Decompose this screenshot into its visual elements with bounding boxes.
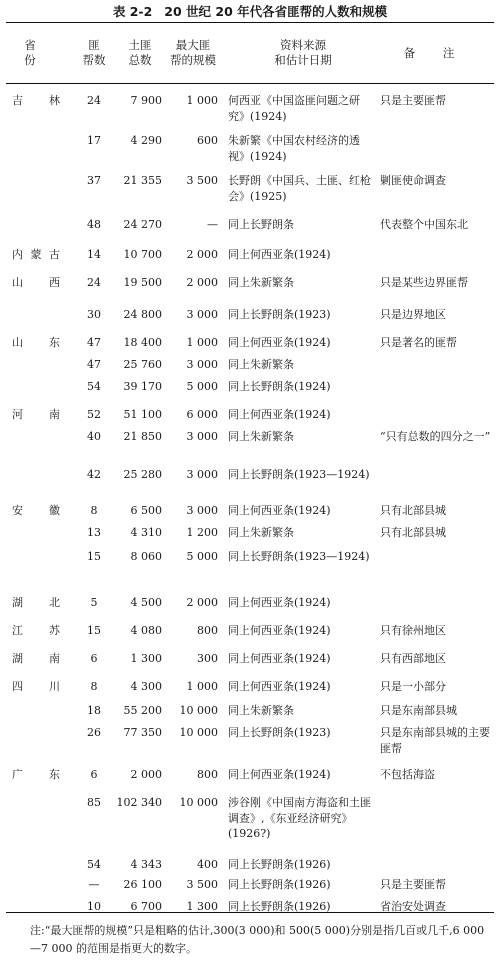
row-source: 同上长野朗条(1923) xyxy=(228,726,331,739)
row-province: 湖 南 xyxy=(12,652,60,665)
row-count: 40 xyxy=(87,430,101,443)
row-count: 26 xyxy=(87,726,101,739)
row-note: 只有北部县城 xyxy=(380,504,446,517)
row-max-size: 600 xyxy=(197,134,218,147)
row-max-size: 300 xyxy=(197,652,218,665)
row-count: 47 xyxy=(87,336,101,349)
row-max-size: 400 xyxy=(197,858,218,871)
row-total: 26 100 xyxy=(123,878,162,891)
row-source: 同上何西亚条(1924) xyxy=(228,248,331,261)
row-count: — xyxy=(88,878,100,891)
row-total: 21 850 xyxy=(123,430,162,443)
row-total: 7 900 xyxy=(130,94,162,107)
row-max-size: 2 000 xyxy=(186,596,218,609)
row-max-size: 2 000 xyxy=(186,276,218,289)
row-note: 只有北部县城 xyxy=(380,526,446,539)
row-source: 同上何西亚条(1924) xyxy=(228,768,331,781)
row-note: 只有西部地区 xyxy=(380,652,446,665)
row-total: 2 000 xyxy=(130,768,162,781)
row-note: 代表整个中国东北 xyxy=(380,218,468,231)
row-total: 4 080 xyxy=(130,624,162,637)
row-max-size: 3 000 xyxy=(186,430,218,443)
row-max-size: 1 000 xyxy=(186,336,218,349)
row-source: 同上何西亚条(1924) xyxy=(228,680,331,693)
row-total: 4 500 xyxy=(130,596,162,609)
row-max-size: 5 000 xyxy=(186,550,218,563)
row-province: 广 东 xyxy=(12,768,60,781)
row-count: 24 xyxy=(87,94,101,107)
row-source: 同上何西亚条(1924) xyxy=(228,408,331,421)
row-source: 涉谷刚《中国南方海盗和土匪调查》,《东亚经济研究》(1926?) xyxy=(228,796,371,840)
row-source: 同上何西亚条(1924) xyxy=(228,336,331,349)
row-count: 52 xyxy=(87,408,101,421)
header-rule xyxy=(6,83,494,84)
row-total: 51 100 xyxy=(123,408,162,421)
row-max-size: 3 000 xyxy=(186,308,218,321)
row-count: 47 xyxy=(87,358,101,371)
row-source: 同上长野朗条(1926) xyxy=(228,900,331,913)
row-province: 安 徽 xyxy=(12,504,60,517)
row-count: 13 xyxy=(87,526,101,539)
row-province: 四 川 xyxy=(12,680,60,693)
row-count: 6 xyxy=(90,652,98,665)
row-count: 85 xyxy=(87,796,101,809)
row-note: 省治安处调查 xyxy=(380,900,446,913)
row-note: 剿匪使命调查 xyxy=(380,174,446,187)
row-count: 6 xyxy=(90,768,98,781)
row-total: 1 300 xyxy=(130,652,162,665)
row-max-size: 5 000 xyxy=(186,380,218,393)
row-total: 18 400 xyxy=(123,336,162,349)
row-total: 6 500 xyxy=(130,504,162,517)
row-total: 24 800 xyxy=(123,308,162,321)
row-source: 同上长野朗条(1923) xyxy=(228,308,331,321)
row-total: 25 280 xyxy=(123,468,162,481)
row-total: 77 350 xyxy=(123,726,162,739)
row-note: 只是主要匪帮 xyxy=(380,94,446,107)
row-note: 只是某些边界匪帮 xyxy=(380,276,468,289)
row-province: 河 南 xyxy=(12,408,60,421)
row-total: 4 343 xyxy=(130,858,162,871)
bottom-rule xyxy=(6,912,494,913)
row-province: 山 西 xyxy=(12,276,60,289)
header-max-size: 最大匪 帮的规模 xyxy=(170,38,216,67)
row-count: 14 xyxy=(87,248,101,261)
row-source: 长野朗《中国兵、土匪、红枪会》(1925) xyxy=(228,174,371,203)
row-source: 同上朱新繁条 xyxy=(228,358,294,371)
row-note: 只有徐州地区 xyxy=(380,624,446,637)
header-note: 备 注 xyxy=(403,45,467,60)
row-count: 37 xyxy=(87,174,101,187)
row-source: 同上长野朗条(1923—1924) xyxy=(228,468,370,481)
row-note: 只是东南部县城 xyxy=(380,704,457,717)
row-max-size: 6 000 xyxy=(186,408,218,421)
row-source: 同上长野朗条 xyxy=(228,218,294,231)
row-count: 54 xyxy=(87,380,101,393)
row-max-size: 1 000 xyxy=(186,94,218,107)
row-max-size: 3 500 xyxy=(186,878,218,891)
row-note: 只是一小部分 xyxy=(380,680,446,693)
row-count: 8 xyxy=(90,680,98,693)
row-total: 55 200 xyxy=(123,704,162,717)
top-rule xyxy=(6,22,494,23)
row-source: 同上长野朗条(1926) xyxy=(228,858,331,871)
row-source: 同上何西亚条(1924) xyxy=(228,596,331,609)
row-source: 同上朱新繁条 xyxy=(228,430,294,443)
row-count: 54 xyxy=(87,858,101,871)
row-total: 102 340 xyxy=(116,796,162,809)
row-province: 吉 林 xyxy=(12,94,60,107)
row-source: 何西亚《中国盗匪问题之研究》(1924) xyxy=(228,94,360,123)
row-count: 48 xyxy=(87,218,101,231)
row-count: 18 xyxy=(87,704,101,717)
row-total: 25 760 xyxy=(123,358,162,371)
row-count: 10 xyxy=(87,900,101,913)
row-total: 6 700 xyxy=(130,900,162,913)
row-source: 同上何西亚条(1924) xyxy=(228,504,331,517)
row-max-size: 2 000 xyxy=(186,248,218,261)
row-max-size: 10 000 xyxy=(179,704,218,717)
row-max-size: 10 000 xyxy=(179,796,218,809)
footnote: 注:“最大匪帮的规模”只是粗略的估计,300(3 000)和 500(5 000)分别是指几百或几千,6 000—7 000 的范围是指更大的数字。 xyxy=(30,924,485,955)
header-source: 资料来源 和估计日期 xyxy=(274,38,332,67)
header-province: 省 份 xyxy=(24,38,46,67)
header-total: 土匪 总数 xyxy=(128,38,152,67)
row-province: 江 苏 xyxy=(12,624,60,637)
row-count: 42 xyxy=(87,468,101,481)
row-count: 24 xyxy=(87,276,101,289)
row-max-size: 800 xyxy=(197,624,218,637)
row-max-size: 3 000 xyxy=(186,358,218,371)
row-total: 21 355 xyxy=(123,174,162,187)
row-total: 24 270 xyxy=(123,218,162,231)
row-source: 同上朱新繁条 xyxy=(228,704,294,717)
row-note: 只是东南部县城的主要匪帮 xyxy=(380,726,490,755)
row-max-size: 800 xyxy=(197,768,218,781)
row-note: 只是主要匪帮 xyxy=(380,878,446,891)
row-province: 湖 北 xyxy=(12,596,60,609)
row-max-size: 1 300 xyxy=(186,900,218,913)
row-note: 不包括海盗 xyxy=(380,768,435,781)
row-total: 4 300 xyxy=(130,680,162,693)
row-count: 8 xyxy=(90,504,98,517)
row-max-size: — xyxy=(207,218,218,231)
header-count: 匪 帮数 xyxy=(82,38,106,67)
row-source: 同上朱新繁条 xyxy=(228,526,294,539)
row-max-size: 10 000 xyxy=(179,726,218,739)
row-source: 同上长野朗条(1923—1924) xyxy=(228,550,370,563)
row-count: 5 xyxy=(90,596,98,609)
row-max-size: 3 500 xyxy=(186,174,218,187)
row-source: 同上长野朗条(1926) xyxy=(228,878,331,891)
row-count: 15 xyxy=(87,624,101,637)
row-total: 4 290 xyxy=(130,134,162,147)
row-max-size: 1 200 xyxy=(186,526,218,539)
row-note: “只有总数的四分之一” xyxy=(380,430,491,443)
row-total: 4 310 xyxy=(130,526,162,539)
row-source: 同上何西亚条(1924) xyxy=(228,624,331,637)
table-number: 表 2-2 xyxy=(112,4,153,19)
row-max-size: 1 000 xyxy=(186,680,218,693)
row-source: 同上朱新繁条 xyxy=(228,276,294,289)
row-source: 同上何西亚条(1924) xyxy=(228,652,331,665)
row-total: 19 500 xyxy=(123,276,162,289)
row-province: 内蒙古 xyxy=(12,248,60,261)
row-count: 15 xyxy=(87,550,101,563)
row-total: 10 700 xyxy=(123,248,162,261)
row-total: 39 170 xyxy=(123,380,162,393)
table-title xyxy=(0,2,500,20)
row-max-size: 3 000 xyxy=(186,504,218,517)
row-count: 17 xyxy=(87,134,101,147)
row-total: 8 060 xyxy=(130,550,162,563)
row-note: 只是著名的匪帮 xyxy=(380,336,457,349)
table-title-text: 20 世纪 20 年代各省匪帮的人数和规模 xyxy=(164,4,388,19)
row-province: 山 东 xyxy=(12,336,60,349)
row-source: 朱新繁《中国农村经济的透视》(1924) xyxy=(228,134,360,163)
row-max-size: 3 000 xyxy=(186,468,218,481)
row-count: 30 xyxy=(87,308,101,321)
row-note: 只是边界地区 xyxy=(380,308,446,321)
row-source: 同上长野朗条(1924) xyxy=(228,380,331,393)
